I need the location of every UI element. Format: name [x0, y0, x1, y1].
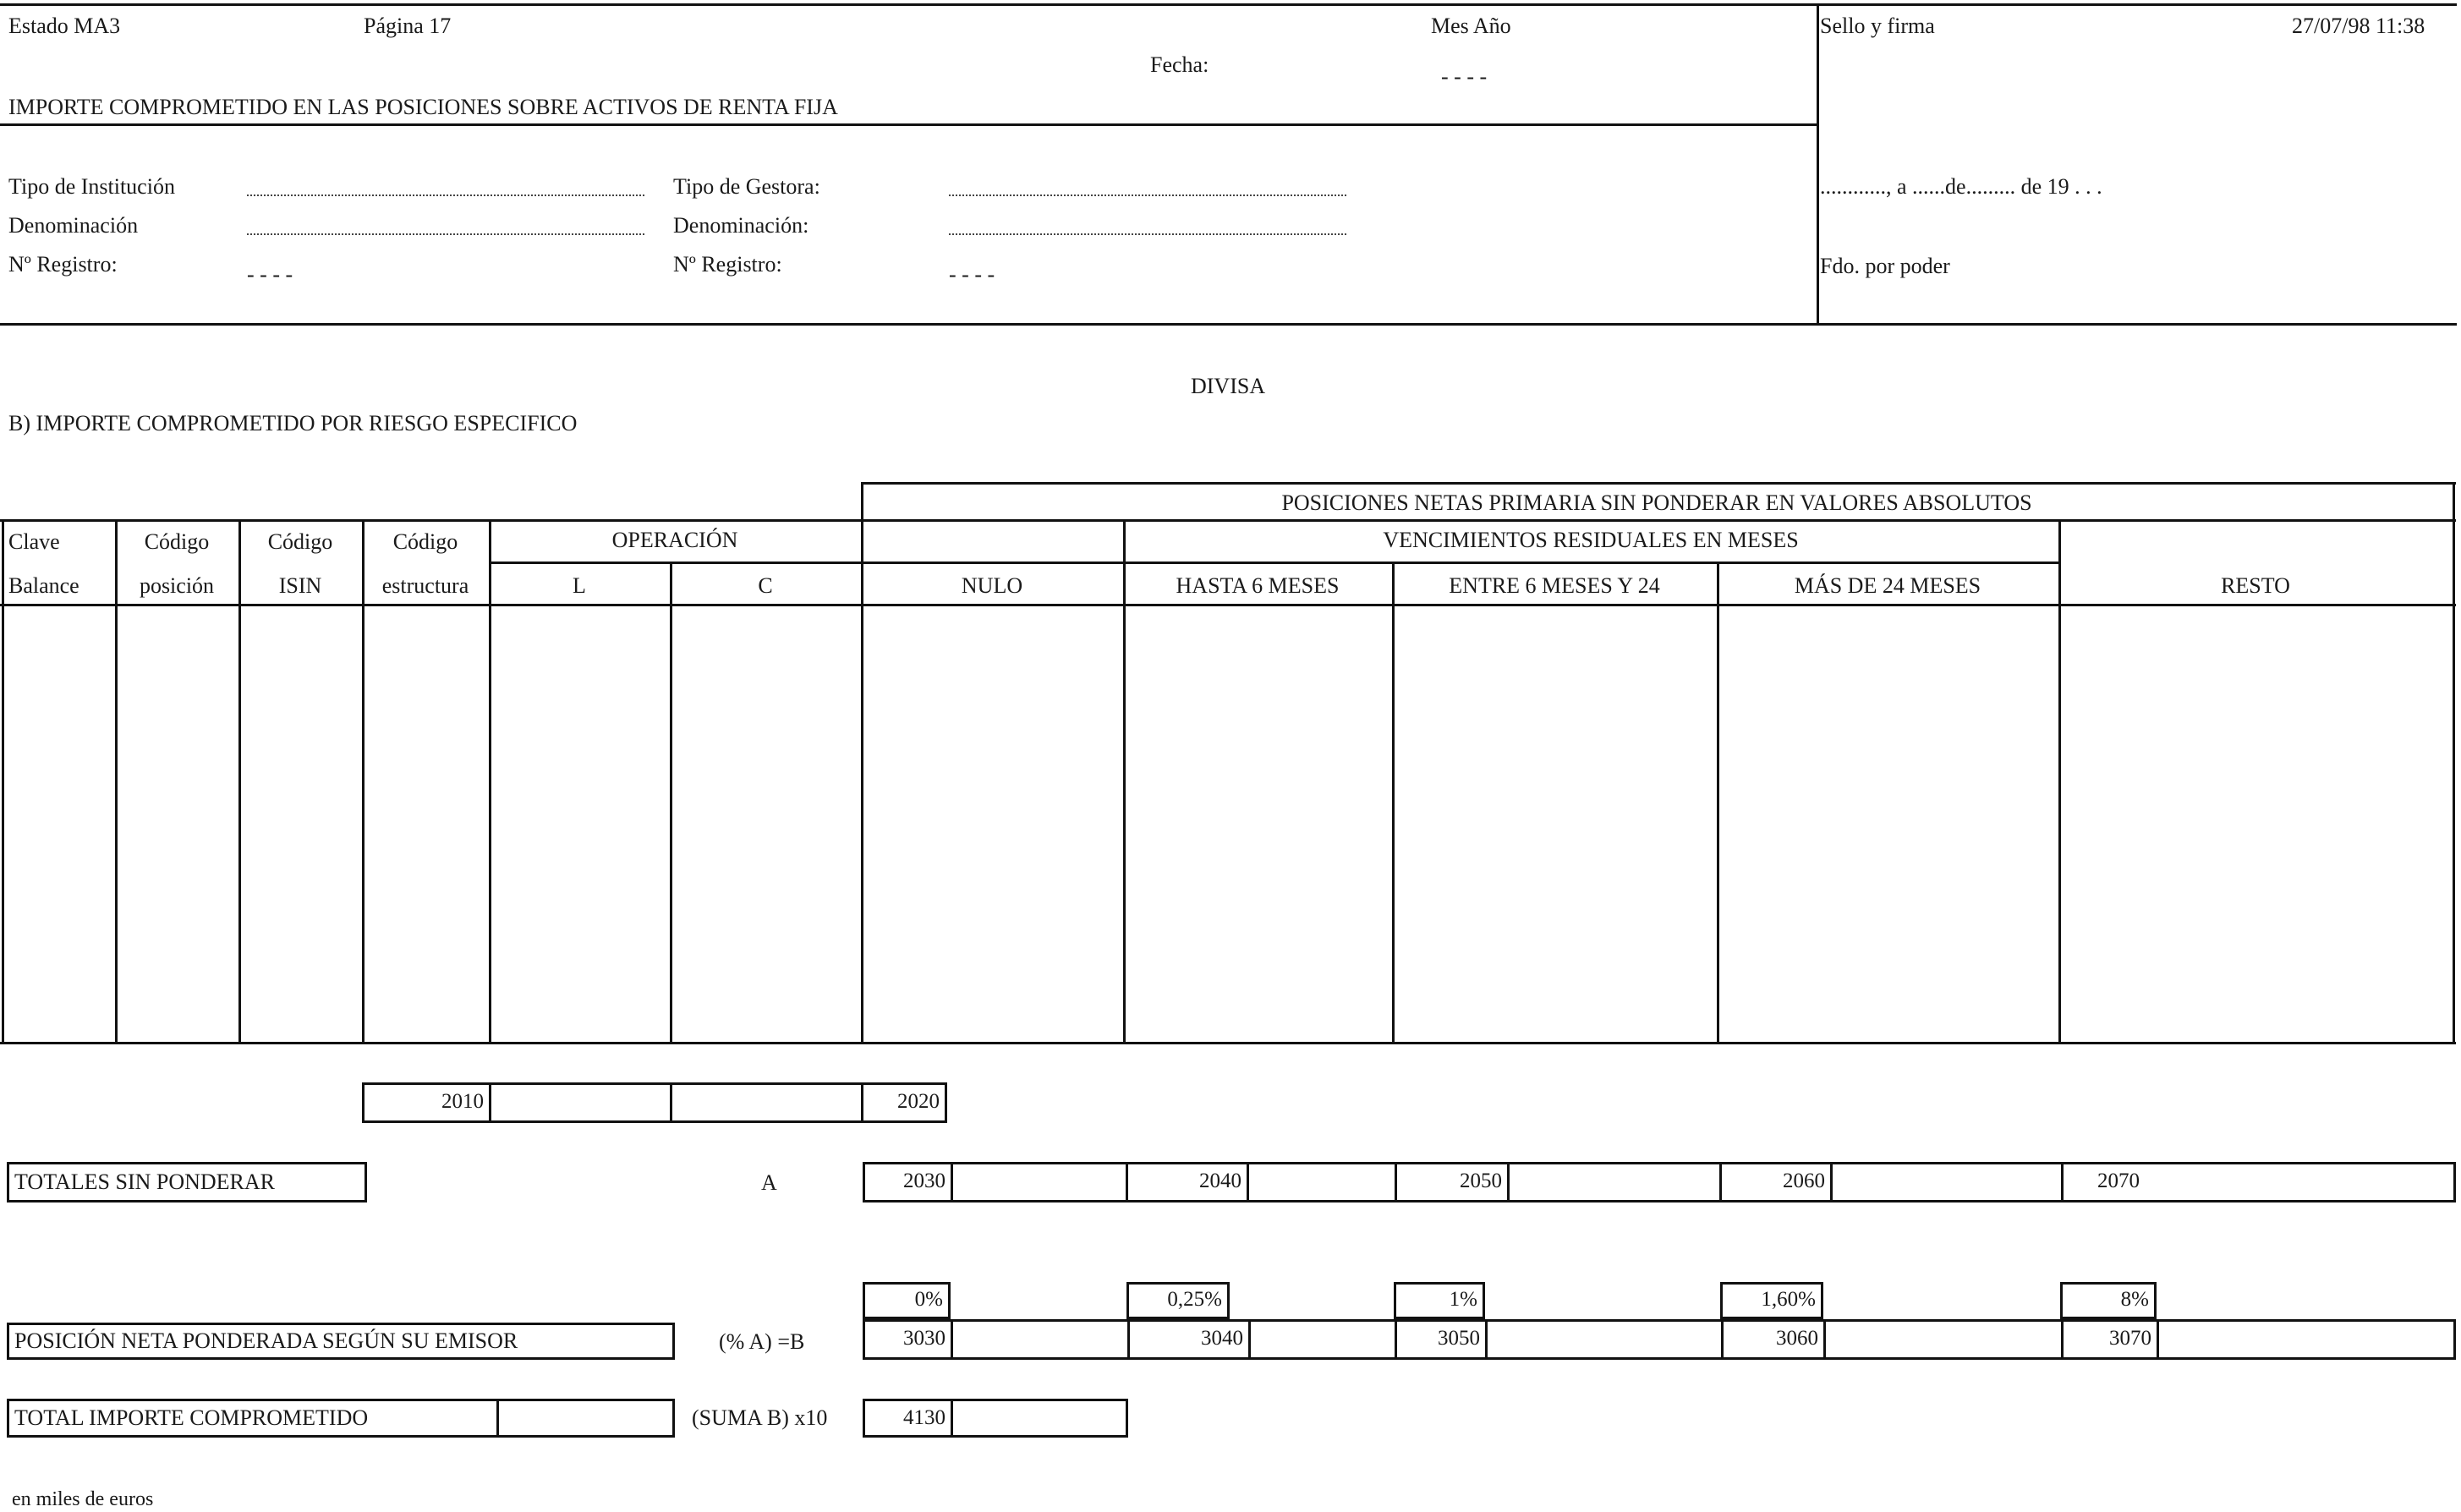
header-bottom-border [0, 323, 2457, 326]
denomination-field[interactable] [247, 233, 644, 235]
manager-denomination-label: Denominación: [673, 213, 809, 238]
stamp-divider [1817, 3, 1819, 325]
col-hasta6: HASTA 6 MESES [1176, 573, 1340, 598]
col-line-7 [1123, 519, 1126, 1044]
form-title: IMPORTE COMPROMETIDO EN LAS POSICIONES SOBRE ACTIVOS DE RENTA FIJA [8, 95, 838, 119]
percent-nulo [863, 1282, 951, 1319]
operation-c-total-field[interactable] [672, 1085, 863, 1122]
total-code-2060: 2060 [1719, 1164, 1833, 1202]
col-nulo: NULO [961, 573, 1023, 598]
signature-label: Fdo. por poder [1820, 254, 1950, 278]
page-label: Página 17 [364, 14, 452, 38]
col-line-9 [1717, 562, 1719, 1044]
col-op-l: L [573, 573, 586, 598]
state-label: Estado MA3 [8, 14, 121, 38]
percent-entre-value: 1% [1449, 1288, 1477, 1311]
month-year-label: Mes Año [1431, 14, 1511, 38]
institution-type-label: Tipo de Institución [8, 174, 175, 199]
col-codpos-line2: posición [139, 573, 215, 598]
total-code-2070: 2070 [2061, 1164, 2174, 1202]
percent-resto-value: 8% [2120, 1288, 2149, 1311]
currency-label: DIVISA [1191, 374, 1266, 398]
total-code-2030: 2030 [865, 1164, 953, 1202]
title-underline [0, 123, 1817, 126]
table-header-rule-3 [0, 604, 2456, 606]
col-line-4 [489, 519, 491, 1044]
percent-nulo-value: 0% [914, 1288, 943, 1311]
maturity-header: VENCIMIENTOS RESIDUALES EN MESES [1383, 528, 1799, 552]
total-code-2040: 2040 [1126, 1164, 1249, 1202]
percent-mas24-value: 1,60% [1761, 1288, 1816, 1311]
operation-header: OPERACIÓN [611, 528, 738, 552]
totals-label-box [7, 1162, 367, 1202]
totals-row [863, 1162, 2456, 1202]
weighted-code-3030: 3030 [865, 1322, 953, 1359]
manager-type-field[interactable] [949, 194, 1346, 196]
weighted-code-3070: 3070 [2061, 1322, 2159, 1359]
place-date-line: ............, a ......de......... de 19 . . . [1820, 174, 2102, 199]
denomination-label: Denominación [8, 213, 139, 238]
col-isin-line1: Código [267, 529, 333, 554]
col-line-1 [115, 519, 118, 1044]
total-committed-divider [496, 1401, 499, 1435]
table-header-rule-1 [0, 519, 2456, 522]
col-estr-line1: Código [392, 529, 458, 554]
percent-hasta6 [1126, 1282, 1230, 1319]
manager-denomination-field[interactable] [949, 233, 1346, 235]
stamp-label: Sello y firma [1820, 14, 1935, 38]
total-committed-code: 4130 [865, 1401, 953, 1435]
weighted-label-box [7, 1323, 675, 1360]
col-mas24: MÁS DE 24 MESES [1794, 573, 1981, 598]
col-estr-line2: estructura [381, 573, 469, 598]
col-resto: RESTO [2221, 573, 2290, 598]
table-header-rule-2 [491, 562, 2058, 564]
operation-l-total-field[interactable] [491, 1085, 672, 1122]
col-line-2 [238, 519, 241, 1044]
total-committed-label-box [7, 1399, 675, 1438]
col-line-3 [362, 519, 364, 1044]
col-isin-line2: ISIN [278, 573, 322, 598]
manager-type-label: Tipo de Gestora: [673, 174, 820, 199]
col-codpos-line1: Código [144, 529, 210, 554]
operation-codes-row [362, 1082, 947, 1123]
weighted-code-3060: 3060 [1721, 1322, 1826, 1359]
col-line-6 [861, 482, 863, 1044]
registry-label: Nº Registro: [8, 252, 118, 277]
table-top-border [861, 482, 2456, 485]
total-committed-formula: (SUMA B) x10 [692, 1405, 828, 1430]
col-op-c: C [758, 573, 773, 598]
total-committed-value-field[interactable] [953, 1401, 1126, 1435]
percent-mas24 [1720, 1282, 1823, 1319]
manager-registry-label: Nº Registro: [673, 252, 782, 277]
total-code-2050: 2050 [1395, 1164, 1510, 1202]
unit-note: en miles de euros [12, 1488, 154, 1510]
registry-value: - - - - [247, 262, 293, 287]
col-entre: ENTRE 6 MESES Y 24 [1449, 573, 1660, 598]
totals-label: TOTALES SIN PONDERAR [14, 1170, 276, 1194]
top-border [0, 3, 2457, 6]
percent-resto [2060, 1282, 2157, 1319]
weighted-code-3040: 3040 [1127, 1322, 1251, 1359]
totals-letter: A [761, 1170, 777, 1195]
col-clave-line1: Clave [8, 529, 60, 554]
section-title: B) IMPORTE COMPROMETIDO POR RIESGO ESPECIFICO [8, 411, 578, 436]
col-line-11 [2453, 482, 2455, 1044]
total-committed-label: TOTAL IMPORTE COMPROMETIDO [14, 1405, 369, 1430]
code-2010: 2010 [364, 1085, 491, 1122]
group-header: POSICIONES NETAS PRIMARIA SIN PONDERAR EN VALORES ABSOLUTOS [1281, 490, 2032, 515]
col-line-0 [2, 519, 4, 1044]
col-line-5 [670, 562, 672, 1044]
percent-entre [1394, 1282, 1485, 1319]
weighted-label: POSICIÓN NETA PONDERADA SEGÚN SU EMISOR [14, 1328, 518, 1353]
col-line-10 [2058, 519, 2061, 1044]
manager-registry-value: - - - - [949, 262, 995, 287]
weighted-code-3050: 3050 [1395, 1322, 1488, 1359]
percent-hasta6-value: 0,25% [1167, 1288, 1222, 1311]
weighted-row [863, 1319, 2456, 1360]
col-line-8 [1392, 562, 1395, 1044]
table-bottom-border [0, 1042, 2456, 1044]
timestamp: 27/07/98 11:38 [2292, 14, 2425, 38]
code-2020: 2020 [897, 1090, 940, 1113]
date-value: - - - - [1441, 64, 1488, 89]
institution-type-field[interactable] [247, 194, 644, 196]
weighted-formula: (% A) =B [719, 1329, 805, 1354]
date-label: Fecha: [1150, 52, 1209, 77]
col-clave-line2: Balance [8, 573, 79, 598]
total-committed-row [863, 1399, 1128, 1438]
